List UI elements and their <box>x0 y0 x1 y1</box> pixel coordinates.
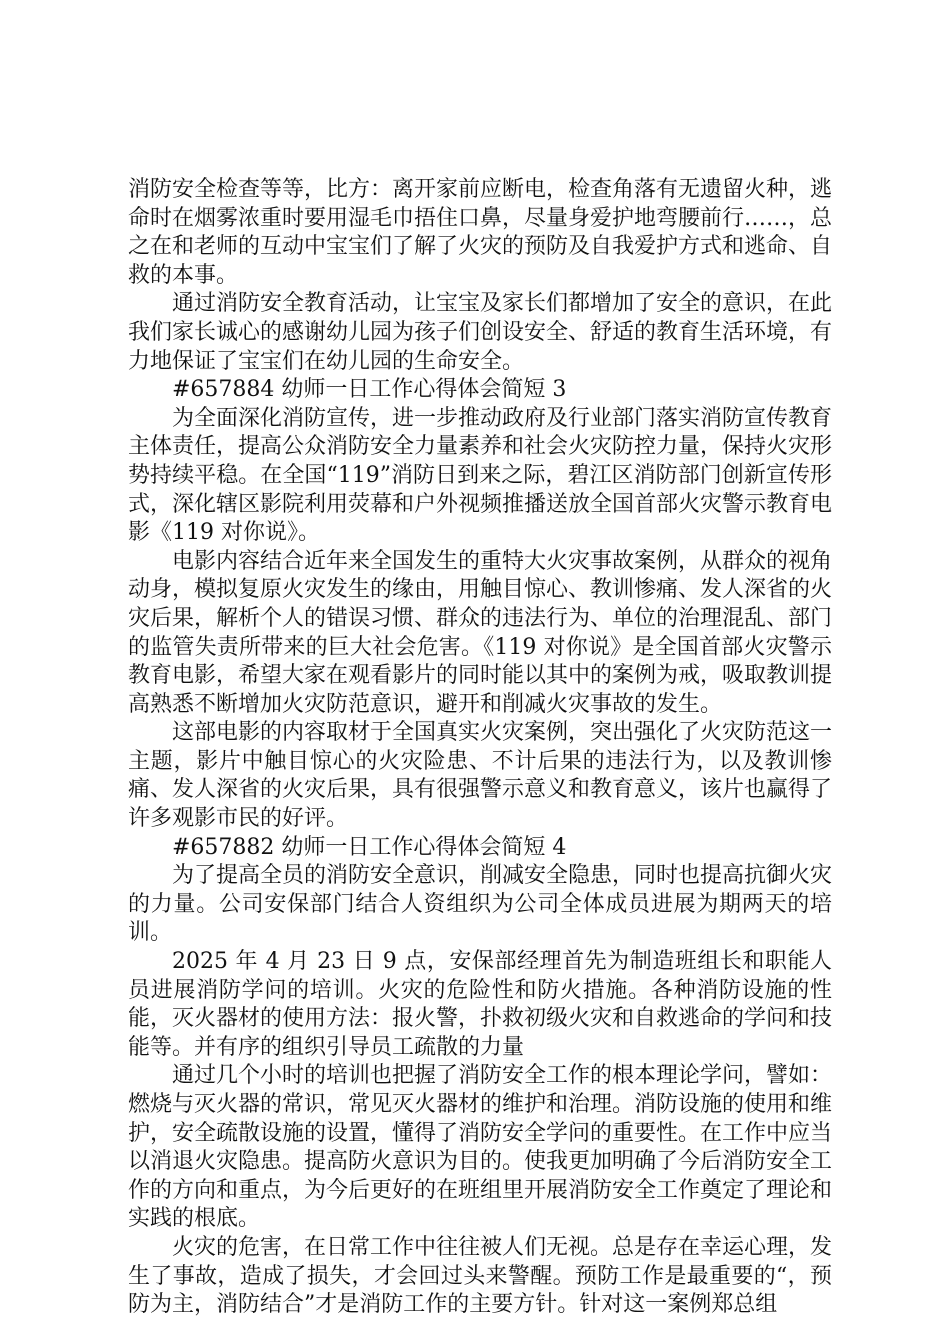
paragraph-10: 通过几个小时的培训也把握了消防安全工作的根本理论学问，譬如：燃烧与灭火器的常识，常见灭火器材的维护和治理。消防设施的使用和维护，安全疏散设施的设置，懂得了消防安全学问的重要性。在工作中应当以消退火灾隐患。提高防火意识为目的。使我更加明确了今后消防安全工作的方向和重点，为今后更好的在班组里开展消防安全工作奠定了理论和实践的根底。 <box>128 1063 833 1232</box>
paragraph-1: 消防安全检查等等，比方：离开家前应断电，检查角落有无遗留火种，逃命时在烟雾浓重时要用湿毛巾捂住口鼻，尽量身爱护地弯腰前行……，总之在和老师的互动中宝宝们了解了火灾的预防及自我爱护方式和逃命、自救的本事。 <box>128 177 833 288</box>
document-body <box>128 176 832 1320</box>
section-heading-4: #657882 幼师一日工作心得体会简短 4 <box>172 834 567 860</box>
section-heading-3: #657884 幼师一日工作心得体会简短 3 <box>172 377 567 403</box>
paragraph-8: 为了提高全员的消防安全意识，削减安全隐患，同时也提高抗御火灾的力量。公司安保部门结合人资组织为公司全体成员进展为期两天的培训。 <box>128 863 833 946</box>
paragraph-11: 火灾的危害，在日常工作中往往被人们无视。总是存在幸运心理，发生了事故，造成了损失，才会回过头来警醒。预防工作是最重要的“，预防为主，消防结合”才是消防工作的主要方针。针对这一案例郑总组 <box>128 1234 833 1318</box>
paragraph-2: 通过消防安全教育活动，让宝宝及家长们都增加了安全的意识，在此我们家长诚心的感谢幼儿园为孩子们创设安全、舒适的教育生活环境，有力地保证了宝宝们在幼儿园的生命安全。 <box>128 291 833 374</box>
paragraph-9: 2025 年 4 月 23 日 9 点，安保部经理首先为制造班组长和职能人员进展消防学问的培训。火灾的危险性和防火措施。各种消防设施的性能，灭火器材的使用方法：报火警，扑救初级火灾和自救逃命的学问和技能等。并有序的组织引导员工疏散的力量 <box>128 949 833 1060</box>
paragraph-5: 电影内容结合近年来全国发生的重特大火灾事故案例，从群众的视角动身，模拟复原火灾发生的缘由，用触目惊心、教训惨痛、发人深省的火灾后果，解析个人的错误习惯、群众的违法行为、单位的治理混乱、部门的监管失责所带来的巨大社会危害。《119 对你说》是全国首部火灾警示教育电影，希望大家在观看影片的同时能以其中的案例为戒，吸取教训提高熟悉不断增加火灾防范意识，避开和削减火灾事故的发生。 <box>128 548 833 717</box>
paragraph-4: 为全面深化消防宣传，进一步推动政府及行业部门落实消防宣传教育主体责任，提高公众消防安全力量素养和社会火灾防控力量，保持火灾形势持续平稳。在全国“119”消防日到来之际，碧江区消防部门创新宣传形式，深化辖区影院利用荧幕和户外视频推播送放全国首部火灾警示教育电影《119 对你说》。 <box>128 405 833 546</box>
paragraph-6: 这部电影的内容取材于全国真实火灾案例，突出强化了火灾防范这一主题，影片中触目惊心的火灾险患、不计后果的违法行为，以及教训惨痛、发人深省的火灾后果，具有很强警示意义和教育意义，该片也赢得了许多观影市民的好评。 <box>128 720 833 832</box>
